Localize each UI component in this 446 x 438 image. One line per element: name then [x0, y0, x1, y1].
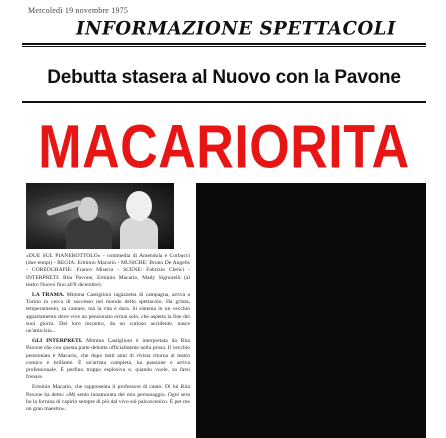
credits-paragraph: «DUE SUL PIANEROTTOLO» - commedia di Amendola e Corbucci (due tempi) - REGIA: Erminio Macario - MUSICHE: Bruno De Angelis - COREOGRAFIE: Franco Miseria - SCENE: Fabrizio Clerici - INTERPRETI: Rita Pavone, Erminio Macario, Mady Signorelli (al teatro Nuovo fino all'8 dicembre). [26, 253, 190, 288]
section-header: INFORMAZIONE SPETTACOLI [75, 17, 397, 40]
article-headline: Debutta stasera al Nuovo con la Pavone [47, 67, 401, 88]
performer-body [66, 217, 112, 249]
trama-paragraph [26, 292, 190, 335]
performer-arm [46, 200, 82, 217]
article-title: MACARIORITA [38, 113, 410, 182]
header-rule [22, 43, 426, 45]
interpreti-text: Mimma Castiglioni è interpretata da Rita Pavone che con questa parte debutta ufficialmente nella prosa. Il vecchio pensionato è Macario, che dopo tanti anni di rivista ritorna al teatro comico e brillante. È un'artista completa, ha passione e arriva professionale. È perfino troppo esplosiva e, quando vuole, sa farsi frenare. [26, 338, 191, 381]
stage-photo [26, 183, 174, 249]
interpreti-label: GLI INTERPRETI. [32, 338, 83, 345]
trama-label: LA TRAMA. [32, 292, 65, 299]
extra-paragraph: Erminio Macario, che rappresenta il professore di canto. Di lui Rita Pavone ha detto: «Mi sento innamorata del mio personaggio. Ogni sera ho la fortuna di capirlo sempre di più dal vivo sul palcoscenico. È per me un gran maestro». [26, 384, 190, 413]
headline-rule [22, 101, 426, 103]
trama-text: Mimma Castiglioni ragazzetta di campagna, arriva a Torino in cerca di successo nel mondo dello spettacolo. Ha grinta, temperamento, sa cantare, ma la vita è dura. Si sistema in un vecchio appartamento dove vive un pensionato ormai solo, che aspetta la fine dei suoi giorni. Dal loro incontro, da un curioso accidente, nasce un'amicizia... [26, 292, 190, 335]
interpreti-paragraph [26, 338, 190, 381]
redacted-block [196, 183, 426, 438]
performer-head [78, 197, 98, 221]
performer-head-2 [126, 191, 152, 221]
header-rule-thin [22, 46, 426, 47]
issue-date: Mercoledì 19 novembre 1975 [28, 6, 129, 15]
article-body [26, 253, 190, 416]
performer-body-2 [120, 217, 158, 249]
